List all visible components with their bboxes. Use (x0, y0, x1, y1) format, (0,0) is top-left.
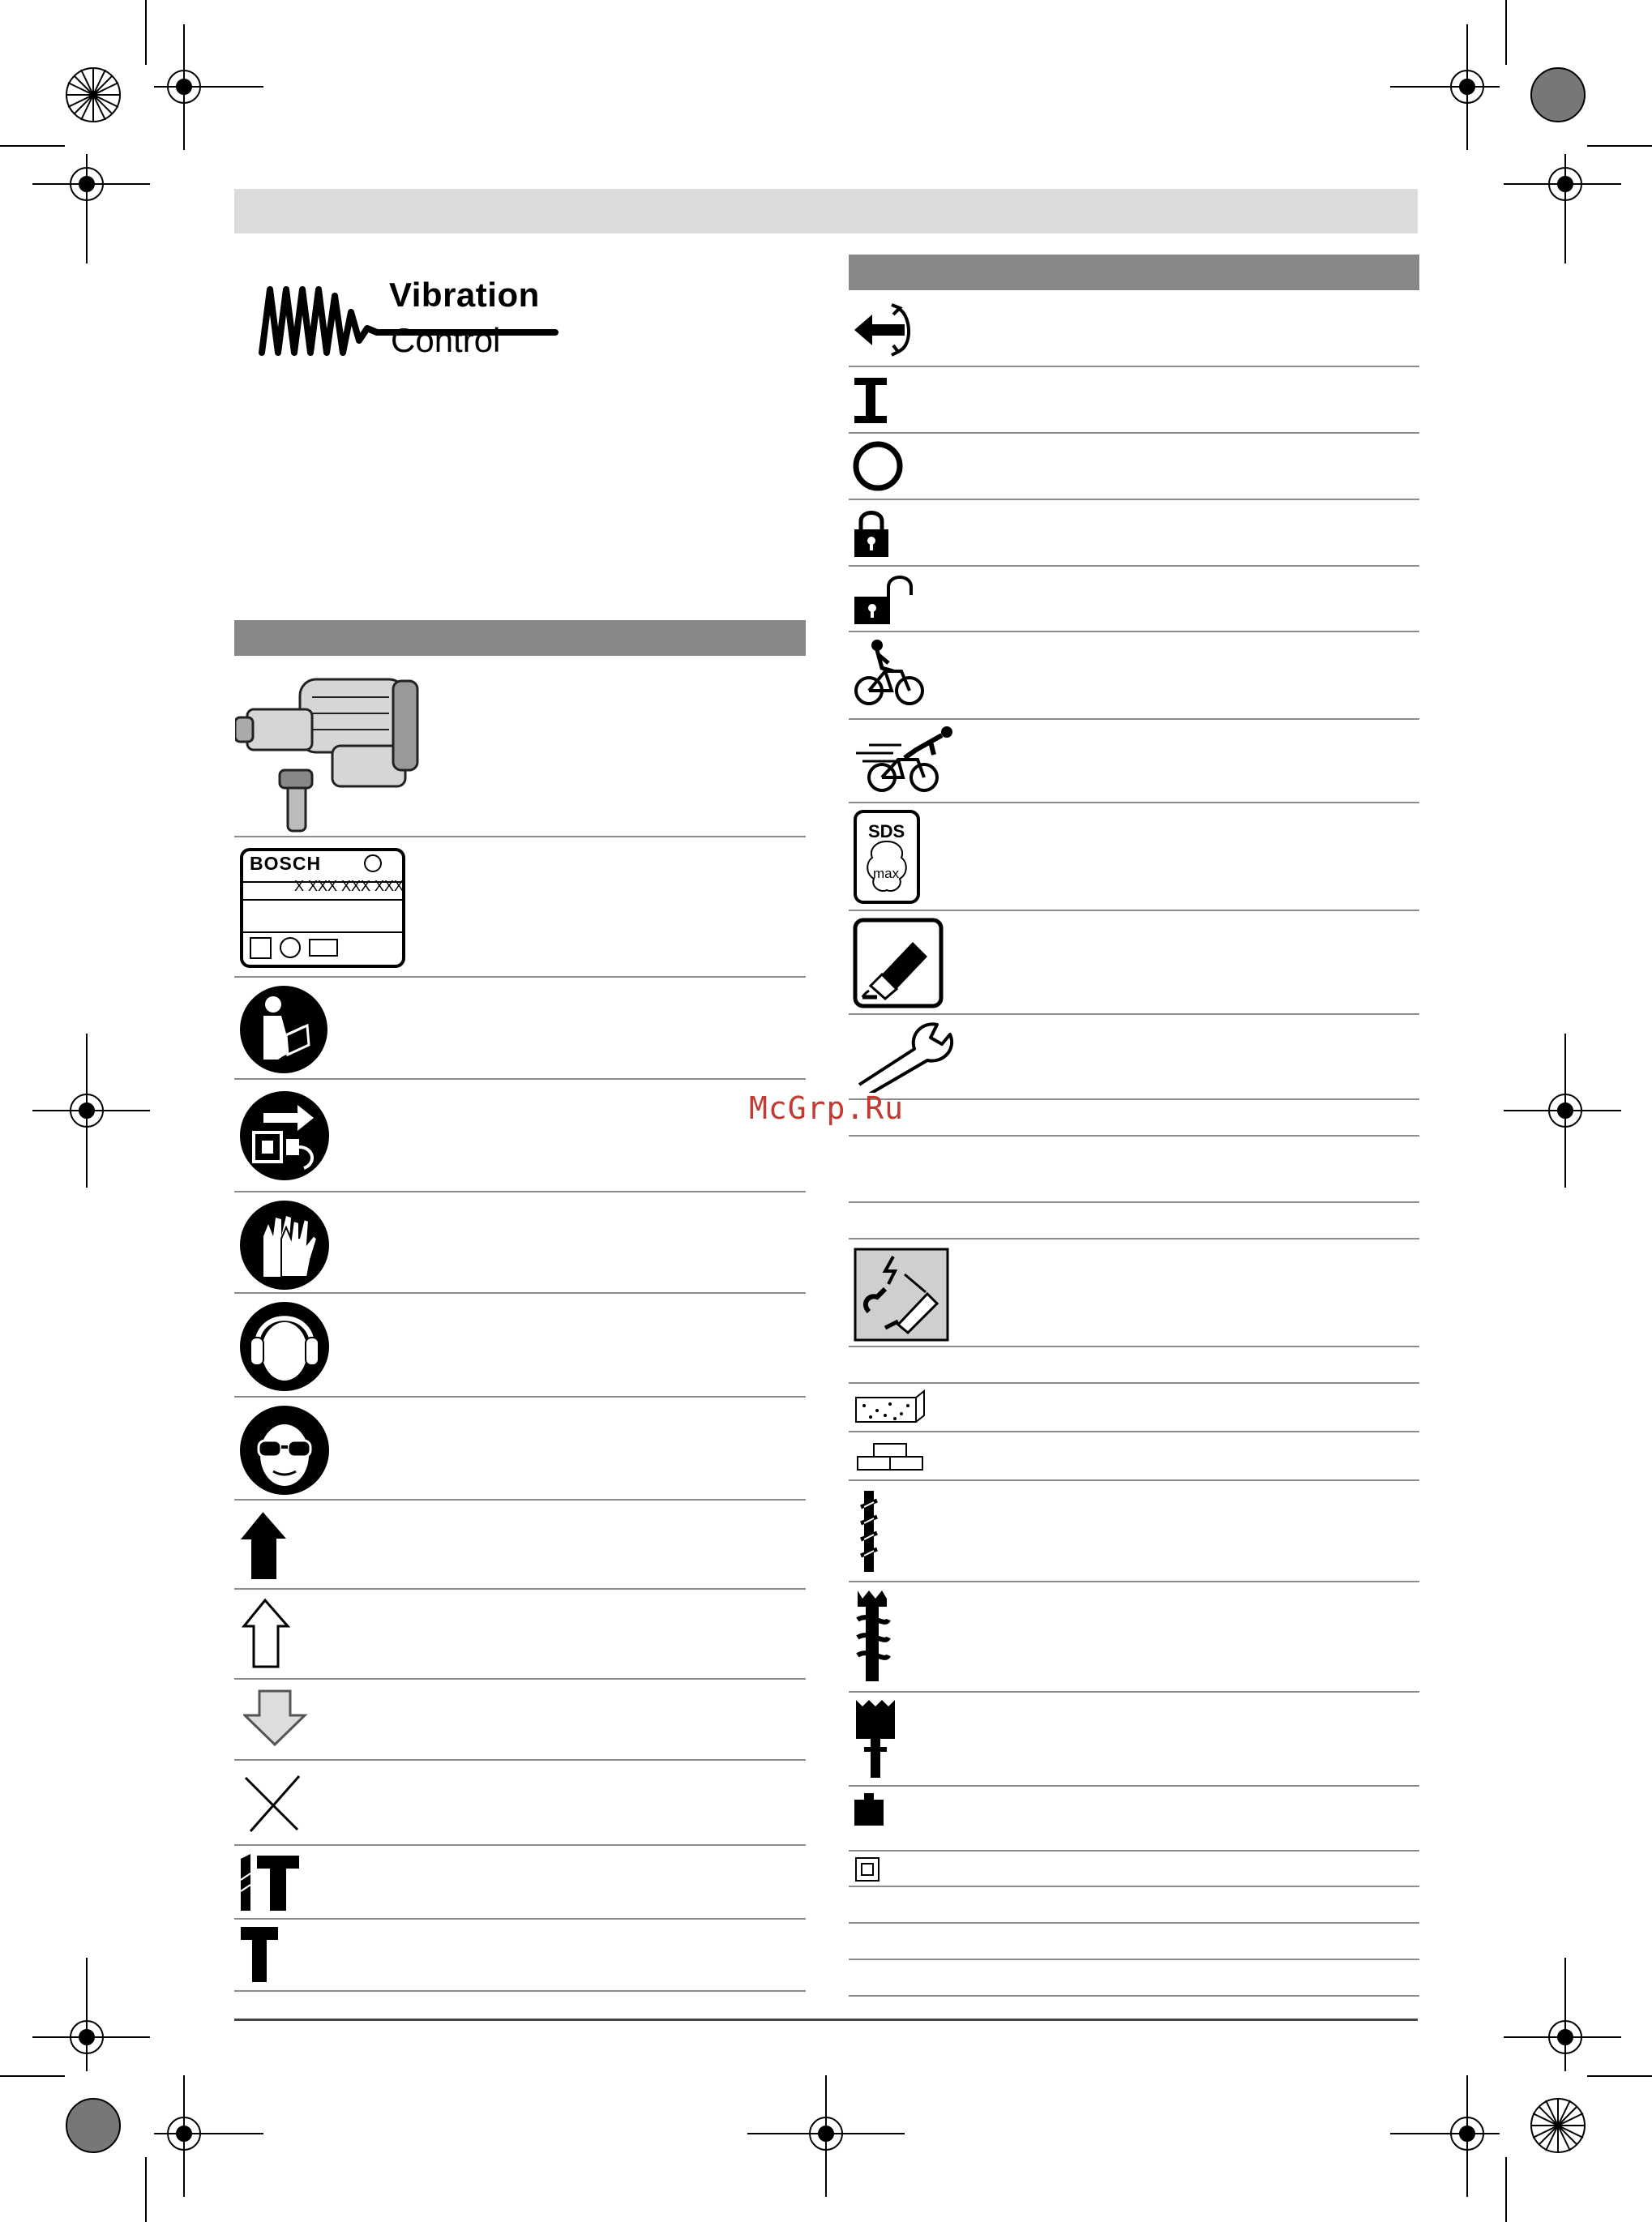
chiselling-mode-icon (239, 1925, 288, 1986)
arrow-up-filled-icon (239, 1509, 296, 1582)
brick-icon (853, 1439, 927, 1475)
registration-target-br (1390, 2075, 1500, 2197)
registration-target-r2 (1504, 1958, 1621, 2071)
divider (234, 976, 806, 978)
divider (849, 1479, 1419, 1481)
service-electrical-icon (853, 1247, 950, 1342)
protection-class-icon (854, 1856, 880, 1882)
logo-subtitle: Control (391, 321, 501, 359)
watermark-text: McGrp.Ru (749, 1090, 905, 1126)
registration-target-lm (32, 1034, 150, 1188)
divider (849, 631, 1419, 632)
weight-icon (853, 1792, 885, 1830)
divider (849, 499, 1419, 500)
divider (234, 1678, 806, 1680)
wear-eye-protection-icon (239, 1405, 330, 1496)
star-target-br (1531, 2099, 1585, 2152)
divider (849, 1201, 1419, 1203)
registration-target-tr (1390, 24, 1500, 150)
divider (849, 1013, 1419, 1015)
registration-target-bl (154, 2075, 263, 2197)
grease-tube-icon (853, 918, 944, 1008)
header-bar (234, 189, 1418, 233)
arrow-down-filled-icon (243, 1688, 308, 1749)
wear-gloves-icon (239, 1200, 330, 1291)
power-off-icon (851, 439, 905, 493)
lock-closed-icon (851, 507, 892, 560)
wrench-icon (853, 1020, 958, 1093)
hammer-drill-bit-icon (853, 1488, 885, 1577)
rating-plate-number: X XXX XXX XXX (294, 878, 404, 894)
divider (849, 1135, 1419, 1137)
divider (849, 1382, 1419, 1384)
divider (234, 1191, 806, 1192)
divider (849, 432, 1419, 434)
divider (234, 1844, 806, 1846)
divider (849, 1346, 1419, 1347)
divider (849, 910, 1419, 911)
read-manual-icon (239, 985, 328, 1074)
star-target-tl (66, 68, 120, 122)
divider (234, 1918, 806, 1920)
divider (234, 1499, 806, 1501)
logo-title: Vibration (389, 276, 540, 314)
registration-target-tl (154, 24, 263, 150)
lock-open-icon (851, 572, 916, 627)
divider (849, 1995, 1419, 1997)
gray-target-bl (66, 2099, 120, 2152)
divider (234, 836, 806, 837)
divider (849, 1785, 1419, 1787)
rotation-direction-icon (851, 300, 916, 361)
divider (234, 1396, 806, 1398)
divider (849, 1886, 1419, 1887)
registration-target-rm (1504, 1034, 1621, 1188)
divider (849, 1238, 1419, 1239)
registration-target-bc (747, 2075, 905, 2197)
divider (234, 1588, 806, 1590)
divider (234, 1078, 806, 1080)
divider (849, 1098, 1419, 1100)
slow-bicycle-icon (853, 639, 926, 708)
divider (234, 1292, 806, 1294)
gray-target-tr (1531, 68, 1585, 122)
divider (849, 1431, 1419, 1432)
section-bar-left (234, 620, 806, 656)
divider (849, 1959, 1419, 1960)
registration-target-l1 (32, 154, 150, 263)
arrow-up-outline-icon (241, 1597, 297, 1670)
unplug-power-icon (239, 1090, 330, 1181)
registration-target-l2 (32, 1958, 150, 2071)
divider (849, 565, 1419, 567)
sds-max-label: max (873, 866, 900, 881)
divider (849, 1922, 1419, 1924)
rotary-hammer-product-image (235, 665, 422, 835)
power-on-icon (851, 375, 892, 427)
wear-ear-protection-icon (239, 1301, 330, 1392)
divider (849, 366, 1419, 367)
divider (234, 1990, 806, 1992)
fast-bicycle-icon (853, 726, 954, 794)
hollow-core-bit-icon (853, 1697, 901, 1782)
hammer-drilling-mode-icon (239, 1852, 304, 1913)
divider (234, 1759, 806, 1761)
divider (849, 802, 1419, 803)
concrete-icon (853, 1388, 927, 1425)
core-cutter-icon (853, 1587, 893, 1686)
divider (849, 718, 1419, 720)
section-bar-right (849, 255, 1419, 290)
footer-rule (234, 2019, 1418, 2021)
divider (849, 1581, 1419, 1582)
divider (849, 1691, 1419, 1693)
registration-target-r1 (1504, 154, 1621, 263)
sds-label: SDS (868, 821, 905, 841)
divider (849, 1850, 1419, 1852)
rating-plate-brand: BOSCH (250, 853, 322, 874)
cross-icon (241, 1771, 306, 1836)
